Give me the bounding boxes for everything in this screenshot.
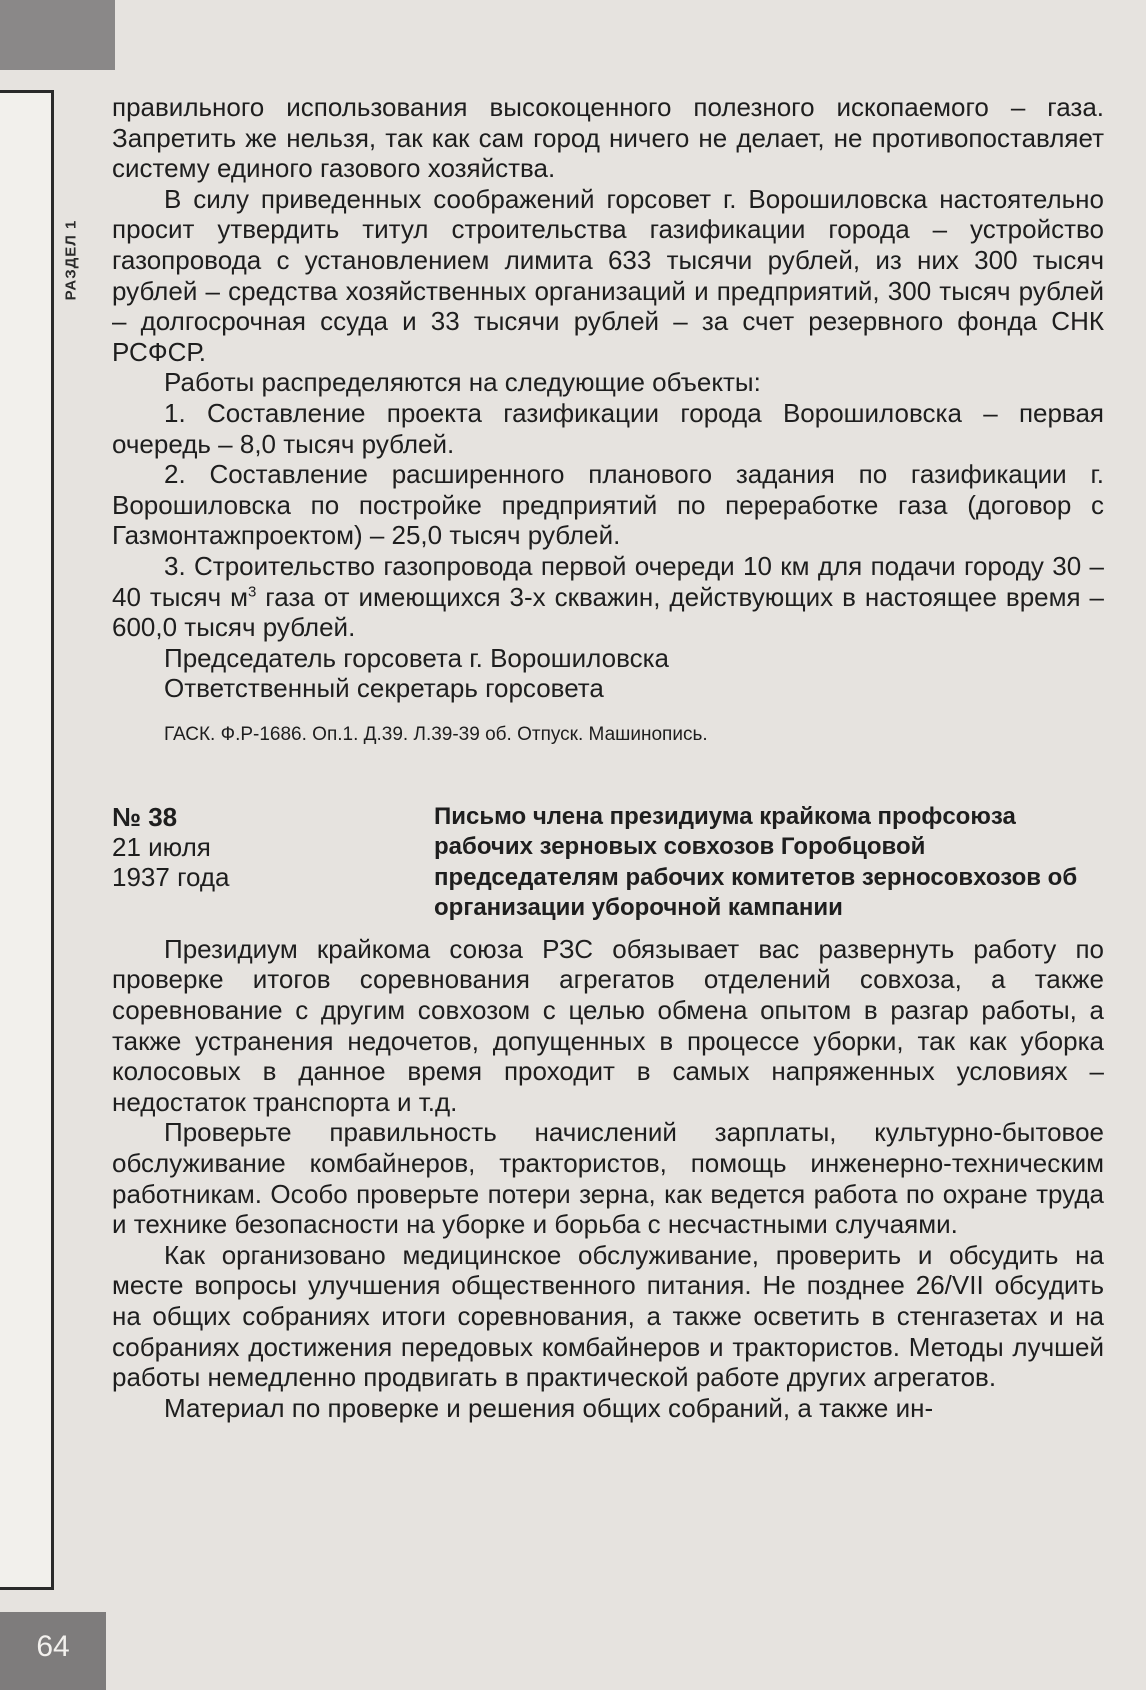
document-date-day: 21 июля [112,831,211,862]
superscript: 3 [247,582,257,600]
paragraph: правильного использования высокоценного полезного ископаемого – газа. Запретить же нельзя, так как сам город ничего не делает, не противопоставляет систему единого газового хозяйства. [112,92,1104,184]
list-item: 2. Составление расширенного планового задания по газификации г. Ворошиловска по постройке предприятий по переработке газа (договор с Газмонтажпроектом) – 25,0 тысяч рублей. [112,459,1104,551]
document-header [112,802,1104,924]
list-item-text: 3. Строительство газопровода первой очереди 10 км для подачи городу 30 – 40 тысяч м [112,550,1104,612]
page-content [112,92,1104,1423]
list-item: 1. Составление проекта газификации города Ворошиловска – первая очередь – 8,0 тысяч рублей. [112,397,1104,459]
section-label-text: РАЗДЕЛ 1 [62,219,80,301]
page-number: 64 [36,1630,70,1663]
paragraph: Как организовано медицинское обслуживание, проверить и обсудить на месте вопросы улучшения общественного питания. Не позднее 26/VII обсудить на общих собраниях итоги соревнования, а также осветить в стенгазетах и на собраниях достижения передовых комбайнеров и трактористов. Методы лучшей работы немедленно продвигать в практической работе других агрегатов. [112,1239,1104,1393]
archive-source-note: ГАСК. Ф.Р-1686. Оп.1. Д.39. Л.39-39 об. Отпуск. Машинопись. [164,723,708,745]
list-item-text: газа от имеющихся 3-х скважин, действующих в настоящее время – 600,0 тысяч рублей. [112,581,1104,643]
list-item [112,551,1104,643]
document-title: Письмо члена президиума крайкома профсоюза рабочих зерновых совхозов Горобцовой председателям рабочих комитетов зерносовхозов об организации уборочной кампании [434,802,1078,922]
signature-line: Председатель горсовета г. Ворошиловска [164,642,670,673]
paragraph: Президиум крайкома союза РЗС обязывает вас развернуть работу по проверке итогов соревнования агрегатов отделений совхоза, а также соревнование с другим совхозом с целью обмена опытом в разгар работы, а также устранения недочетов, допущенных в процессе уборки, так как уборка колосовых в данное время проходит в самых напряженных условиях – недостаток транспорта и т.д. [112,933,1104,1117]
margin-frame [0,90,54,1590]
document-date-year: 1937 года [112,861,230,892]
signature-line: Ответственный секретарь горсовета [164,673,604,704]
paragraph: Работы распределяются на следующие объекты: [164,367,761,398]
paragraph: В силу приведенных соображений горсовет г. Ворошиловска настоятельно просит утвердить титул строительства газификации города – устройство газопровода с установлением лимита 633 тысячи рублей, из них 300 тысяч рублей – средства хозяйственных организаций и предприятий, 300 тысяч рублей – долгосрочная ссуда и 33 тысячи рублей – за счет резервного фонда СНК РСФСР. [112,183,1104,367]
paragraph: Проверьте правильность начислений зарплаты, культурно-бытовое обслуживание комбайнеров, трактористов, помощь инженерно-техническим работникам. Особо проверьте потери зерна, как ведется работа по охране труда и технике безопасности на уборке и борьба с несчастными случаями. [112,1117,1104,1240]
document-meta [112,802,434,924]
section-label [56,200,86,320]
paragraph: Материал по проверке и решения общих собраний, а также ин- [164,1392,934,1423]
corner-block-top [0,0,115,70]
document-number: № 38 [112,801,178,832]
